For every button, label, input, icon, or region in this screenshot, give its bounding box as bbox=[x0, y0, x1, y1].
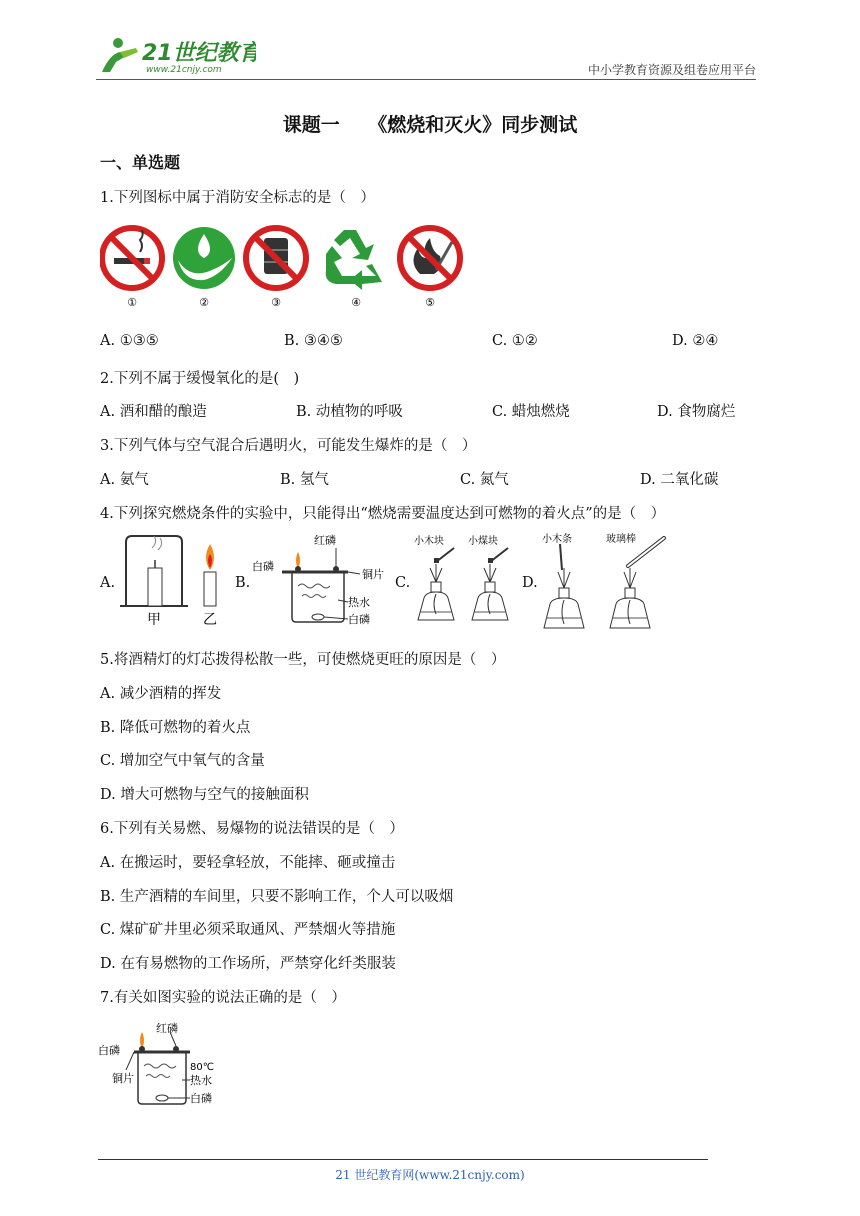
site-logo bbox=[96, 34, 256, 80]
q5-option-a[interactable]: A. 减少酒精的挥发 bbox=[100, 686, 222, 702]
fig-d-label-1: 小木条 bbox=[542, 534, 572, 545]
footer-divider bbox=[98, 1159, 708, 1160]
header-platform-text: 中小学教育资源及组卷应用平台 bbox=[587, 63, 756, 77]
fig-a-right-label: 乙 bbox=[203, 612, 217, 628]
q5-option-b[interactable]: B. 降低可燃物的着火点 bbox=[100, 720, 251, 736]
sign-label-3: ③ bbox=[271, 296, 281, 309]
sign-label-4: ④ bbox=[351, 296, 361, 309]
q7-white-p2: 白磷 bbox=[190, 1092, 212, 1105]
q4-figure-c bbox=[410, 534, 518, 632]
no-smoking-icon bbox=[102, 228, 162, 288]
recycle-icon bbox=[326, 230, 382, 290]
q6-option-d[interactable]: D. 在有易燃物的工作场所，严禁穿化纤类服装 bbox=[100, 956, 396, 972]
safety-signs bbox=[100, 224, 470, 318]
q6-option-b[interactable]: B. 生产酒精的车间里，只要不影响工作，个人可以吸烟 bbox=[100, 889, 454, 905]
question-2-text: 2.下列不属于缓慢氧化的是( ) bbox=[100, 371, 300, 387]
section-heading: 一、单选题 bbox=[100, 153, 181, 172]
question-5-text: 5.将酒精灯的灯芯拨得松散一些，可使燃烧更旺的原因是（ ） bbox=[100, 652, 506, 668]
q7-hot-water: 热水 bbox=[190, 1074, 212, 1087]
q7-temp: 80℃ bbox=[190, 1062, 214, 1073]
q4-figure-d bbox=[538, 532, 670, 638]
question-3-text: 3.下列气体与空气混合后遇明火，可能发生爆炸的是（ ） bbox=[100, 438, 477, 454]
sign-label-5: ⑤ bbox=[425, 296, 435, 309]
q3-option-c[interactable]: C. 氮气 bbox=[460, 472, 509, 488]
q4-option-d[interactable]: D. bbox=[522, 575, 538, 591]
q2-option-a[interactable]: A. 酒和醋的酿造 bbox=[100, 404, 207, 420]
logo-text: 21世纪教育 bbox=[142, 41, 256, 66]
q4-figure-a bbox=[118, 532, 233, 634]
q6-option-c[interactable]: C. 煤矿矿井里必须采取通风、严禁烟火等措施 bbox=[100, 922, 396, 938]
q2-option-d[interactable]: D. 食物腐烂 bbox=[657, 404, 736, 420]
q1-option-a[interactable]: A. ①③⑤ bbox=[100, 333, 159, 349]
fig-c-label-1: 小木块 bbox=[414, 536, 444, 547]
q4-figure-b bbox=[252, 534, 392, 634]
q7-figure bbox=[98, 1020, 228, 1114]
question-1-text: 1.下列图标中属于消防安全标志的是（ ） bbox=[100, 190, 375, 206]
q7-copper: 铜片 bbox=[112, 1072, 134, 1085]
q7-red-p: 红磷 bbox=[156, 1022, 178, 1035]
q3-option-a[interactable]: A. 氨气 bbox=[100, 472, 149, 488]
q4-option-b[interactable]: B. bbox=[235, 575, 251, 591]
question-6-text: 6.下列有关易燃、易爆物的说法错误的是（ ） bbox=[100, 821, 404, 837]
q2-option-b[interactable]: B. 动植物的呼吸 bbox=[296, 404, 403, 420]
sign-label-1: ① bbox=[127, 296, 137, 309]
q6-option-a[interactable]: A. 在搬运时，要轻拿轻放，不能摔、砸或撞击 bbox=[100, 855, 396, 871]
page-title: 课题一 《燃烧和灭火》同步测试 bbox=[282, 114, 578, 136]
q1-option-d[interactable]: D. ②④ bbox=[672, 333, 719, 349]
sign-label-2: ② bbox=[199, 296, 209, 309]
water-saving-icon bbox=[173, 227, 235, 289]
no-flammable-icon bbox=[246, 228, 306, 288]
q4-option-c[interactable]: C. bbox=[395, 575, 411, 591]
q5-option-d[interactable]: D. 增大可燃物与空气的接触面积 bbox=[100, 787, 309, 803]
fig-c-label-2: 小煤块 bbox=[468, 536, 498, 547]
question-4-text: 4.下列探究燃烧条件的实验中，只能得出“燃烧需要温度达到可燃物的着火点”的是（ ） bbox=[100, 506, 666, 522]
question-7-text: 7.有关如图实验的说法正确的是（ ） bbox=[100, 990, 346, 1006]
q5-option-c[interactable]: C. 增加空气中氧气的含量 bbox=[100, 753, 265, 769]
q4-option-a[interactable]: A. bbox=[100, 575, 116, 591]
q1-option-b[interactable]: B. ③④⑤ bbox=[284, 333, 343, 349]
q1-option-c[interactable]: C. ①② bbox=[492, 333, 538, 349]
fig-b-copper: 铜片 bbox=[362, 568, 384, 581]
fig-d-label-2: 玻璃棒 bbox=[606, 534, 636, 545]
no-open-flame-icon bbox=[400, 228, 460, 288]
footer-link[interactable]: 21 世纪教育网(www.21cnjy.com) bbox=[335, 1168, 525, 1182]
header-divider bbox=[96, 79, 756, 80]
fig-b-white-p: 白磷 bbox=[252, 560, 274, 573]
fig-a-left-label: 甲 bbox=[147, 612, 161, 628]
fig-b-white-p2: 白磷 bbox=[348, 613, 370, 626]
q3-option-b[interactable]: B. 氢气 bbox=[280, 472, 329, 488]
q3-option-d[interactable]: D. 二氧化碳 bbox=[640, 472, 719, 488]
q7-white-p: 白磷 bbox=[98, 1044, 120, 1057]
logo-url: www.21cnjy.com bbox=[146, 65, 222, 75]
fig-b-red-p: 红磷 bbox=[314, 534, 336, 547]
q2-option-c[interactable]: C. 蜡烛燃烧 bbox=[492, 404, 570, 420]
fig-b-hot-water: 热水 bbox=[348, 596, 370, 609]
